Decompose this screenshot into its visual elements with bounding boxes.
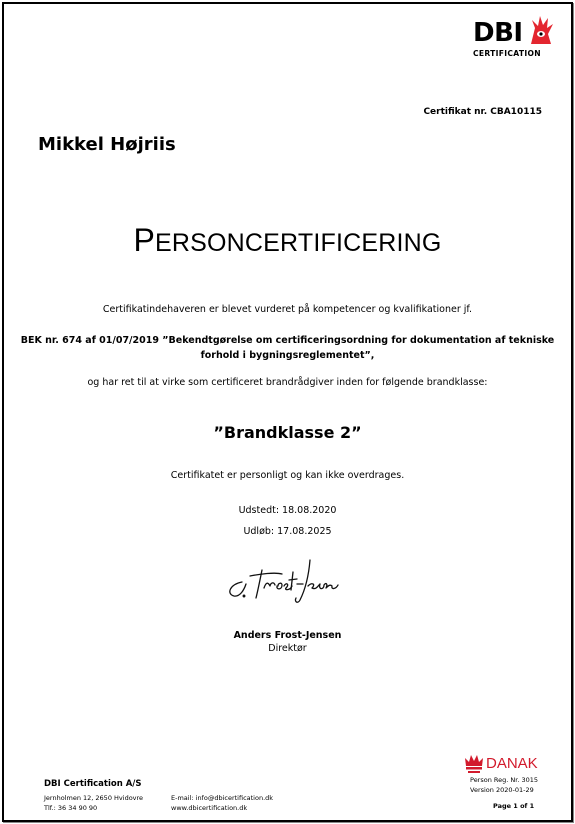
footer-address: Jernholmen 12, 2650 Hvidovre bbox=[44, 794, 144, 802]
certificate-number: Certifikat nr. CBA10115 bbox=[423, 107, 542, 117]
certificate-page bbox=[2, 2, 573, 822]
signer-name: Anders Frost-Jensen bbox=[233, 630, 342, 641]
expiry-date: Udløb: 17.08.2025 bbox=[243, 526, 332, 537]
danak-logo bbox=[464, 752, 556, 776]
version-text: Version 2020-01-29 bbox=[470, 786, 534, 794]
regulation-reference bbox=[0, 333, 575, 363]
danak-logo-text: DANAK bbox=[486, 755, 538, 772]
regulation-line-2: forhold i bygningsreglementet”, bbox=[200, 350, 375, 361]
right-to-act-text: og har ret til at virke som certificeret brandrådgiver inden for følgende brandklasse: bbox=[87, 377, 488, 388]
dbi-logo-subtext: CERTIFICATION bbox=[473, 49, 541, 58]
signer-role: Direktør bbox=[268, 643, 307, 654]
crown-icon bbox=[464, 752, 484, 774]
title-initial: P bbox=[133, 222, 156, 258]
issued-date: Udstedt: 18.08.2020 bbox=[238, 505, 337, 516]
page-title bbox=[0, 222, 575, 259]
footer-email: E-mail: info@dbicertification.dk bbox=[171, 794, 274, 802]
dbi-logo-text: DBI bbox=[473, 18, 523, 48]
person-reg-number: Person Reg. Nr. 3015 bbox=[470, 776, 539, 784]
signature-image bbox=[220, 552, 350, 607]
footer-phone: Tlf.: 36 34 90 90 bbox=[44, 804, 98, 812]
page-number: Page 1 of 1 bbox=[493, 802, 535, 810]
personal-note: Certifikatet er personligt og kan ikke overdrages. bbox=[170, 470, 405, 481]
footer-company: DBI Certification A/S bbox=[44, 779, 142, 789]
holder-name: Mikkel Højriis bbox=[38, 134, 176, 155]
intro-text: Certifikatindehaveren er blevet vurderet på kompetencer og kvalifikationer jf. bbox=[102, 304, 473, 315]
flame-icon bbox=[528, 14, 554, 46]
title-rest: ERSONCERTIFICERING bbox=[155, 229, 442, 257]
dbi-logo bbox=[470, 14, 556, 62]
footer-website: www.dbicertification.dk bbox=[171, 804, 248, 812]
regulation-line-1: BEK nr. 674 af 01/07/2019 ”Bekendtgørelse om certificeringsordning for dokumentation af tekniske bbox=[20, 335, 555, 346]
brand-class: ”Brandklasse 2” bbox=[213, 423, 362, 442]
